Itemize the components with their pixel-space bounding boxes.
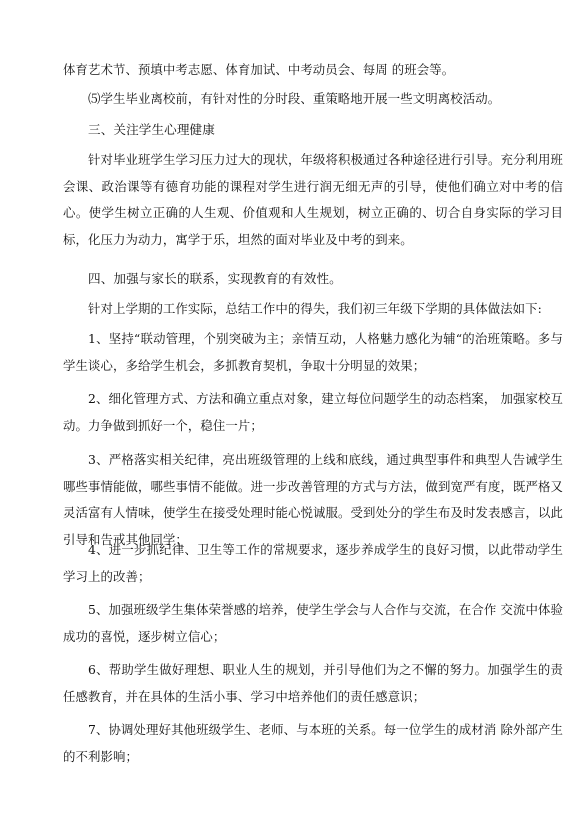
paragraph-2: ⑸学生毕业离校前，有针对性的分时段、重策略地开展一些文明离校活动。 bbox=[88, 91, 501, 106]
paragraph-10: 4、进一步抓纪律、卫生等工作的常规要求，逐步养成学生的良好习惯，以此带动学生学习上的改善； bbox=[63, 542, 563, 584]
paragraph-12: 6、帮助学生做好理想、职业人生的规划，并引导他们为之不懈的努力。加强学生的责任感教育，并在具体的生活小事、学习中培养他们的责任感意识； bbox=[63, 662, 563, 704]
paragraph-11: 5、加强班级学生集体荣誉感的培养，使学生学会与人合作与交流，在合作 交流中体验成功的喜悦，逐步树立信心； bbox=[63, 602, 563, 644]
paragraph-6: 针对上学期的工作实际，总结工作中的得失，我们初三年级下学期的具体做法如下: bbox=[88, 301, 542, 316]
paragraph-4: 针对毕业班学生学习压力过大的现状，年级将积极通过各种途径进行引导。充分利用班会课、政治课等有德育功能的课程对学生进行润无细无声的引导，使他们确立对中考的信心。使学生树立正确的人生观、价值观和人生规划，树立正确的、切合自身实际的学习目标，化压力为动力，寓学于乐，坦然的面对毕业及中考的到来。 bbox=[63, 152, 563, 247]
paragraph-1: 体育艺术节、预填中考志愿、体育加试、中考动员会、每周 的班会等。 bbox=[63, 62, 455, 77]
section-heading-4: 四、加强与家长的联系，实现教育的有效性。 bbox=[88, 271, 342, 286]
section-heading-3: 三、关注学生心理健康 bbox=[88, 122, 215, 137]
paragraph-9: 3、严格落实相关纪律，亮出班级管理的上线和底线，通过典型事件和典型人告诫学生哪些事情能做，哪些事情不能做。进一步改善管理的方式与方法，做到宽严有度，既严格又灵活富有人情味，使学生在接受处理时能心悦诚服。受到处分的学生布及时发表感言，以此引导和告戒其他同学； bbox=[63, 452, 563, 547]
paragraph-8: 2、细化管理方式、方法和确立重点对象，建立每位问题学生的动态档案， 加强家校互动。力争做到抓好一个，稳住一片； bbox=[63, 391, 563, 433]
paragraph-13: 7、协调处理好其他班级学生、老师、与本班的关系。每一位学生的成材消 除外部产生的不利影响； bbox=[63, 722, 563, 764]
paragraph-7: 1、坚持“联动管理，个别突破为主；亲情互动，人格魅力感化为辅“的治班策略。多与学生谈心，多给学生机会，多抓教育契机，争取十分明显的效果； bbox=[63, 331, 563, 373]
